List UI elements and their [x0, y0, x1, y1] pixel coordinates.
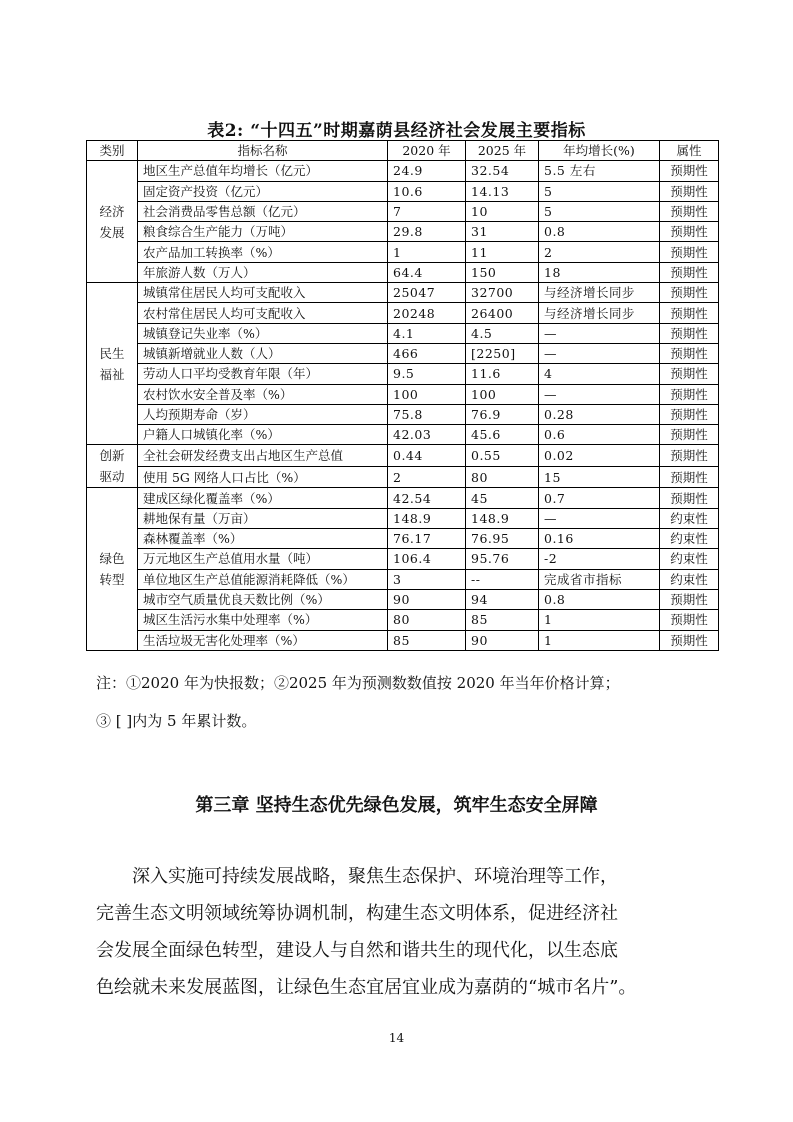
value-2020-cell: 100: [388, 384, 466, 404]
value-2020-cell: 29.8: [388, 222, 466, 242]
value-2020-cell: 42.03: [388, 425, 466, 445]
value-2025-cell: 45: [466, 488, 539, 508]
attribute-cell: 预期性: [660, 222, 719, 242]
indicator-name-cell: 城市空气质量优良天数比例（%）: [138, 589, 388, 609]
value-2025-cell: [2250]: [466, 343, 539, 363]
table-row: [87, 161, 719, 181]
growth-rate-cell: 与经济增长同步: [539, 283, 660, 303]
value-2025-cell: 100: [466, 384, 539, 404]
table-title: 表2: “十四五”时期嘉荫县经济社会发展主要指标: [207, 121, 586, 141]
growth-rate-cell: 18: [539, 262, 660, 282]
growth-rate-cell: 0.6: [539, 425, 660, 445]
table-row: [87, 425, 719, 445]
table-row: [87, 488, 719, 508]
value-2025-cell: 45.6: [466, 425, 539, 445]
table-row: [87, 283, 719, 303]
category-cell: 创新 驱动: [87, 445, 138, 488]
value-2025-cell: 148.9: [466, 508, 539, 528]
growth-rate-cell: 0.8: [539, 222, 660, 242]
indicator-name-cell: 粮食综合生产能力（万吨）: [138, 222, 388, 242]
value-2020-cell: 2: [388, 466, 466, 488]
attribute-cell: 预期性: [660, 610, 719, 630]
indicator-name-cell: 建成区绿化覆盖率（%）: [138, 488, 388, 508]
indicator-name-cell: 单位地区生产总值能源消耗降低（%）: [138, 569, 388, 589]
value-2025-cell: 90: [466, 630, 539, 650]
indicator-name-cell: 农村饮水安全普及率（%）: [138, 384, 388, 404]
attribute-cell: 预期性: [660, 242, 719, 262]
indicator-name-cell: 农产品加工转换率（%）: [138, 242, 388, 262]
table-row: [87, 549, 719, 569]
category-cell: 民生 福祉: [87, 283, 138, 445]
growth-rate-cell: 2: [539, 242, 660, 262]
table-row: [87, 466, 719, 488]
indicators-table: [86, 140, 719, 651]
value-2020-cell: 9.5: [388, 364, 466, 384]
value-2020-cell: 0.44: [388, 445, 466, 467]
indicator-name-cell: 城区生活污水集中处理率（%）: [138, 610, 388, 630]
value-2025-cell: 31: [466, 222, 539, 242]
table-row: [87, 445, 719, 467]
table-row: [87, 323, 719, 343]
table-note-1: 注：①2020 年为快报数；②2025 年为预测数数值按 2020 年当年价格计算；: [96, 674, 620, 692]
attribute-cell: 预期性: [660, 425, 719, 445]
paragraph-line: 深入实施可持续发展战略，聚焦生态保护、环境治理等工作，: [132, 866, 618, 887]
chapter-heading: 第三章 坚持生态优先绿色发展，筑牢生态安全屏障: [195, 795, 598, 816]
attribute-cell: 预期性: [660, 161, 719, 181]
value-2025-cell: 0.55: [466, 445, 539, 467]
growth-rate-cell: 15: [539, 466, 660, 488]
column-header: 2025 年: [466, 141, 539, 161]
attribute-cell: 预期性: [660, 364, 719, 384]
value-2025-cell: 14.13: [466, 181, 539, 201]
growth-rate-cell: 0.7: [539, 488, 660, 508]
growth-rate-cell: 0.02: [539, 445, 660, 467]
indicator-name-cell: 固定资产投资（亿元）: [138, 181, 388, 201]
indicator-name-cell: 年旅游人数（万人）: [138, 262, 388, 282]
indicator-name-cell: 耕地保有量（万亩）: [138, 508, 388, 528]
paragraph-line: 完善生态文明领域统筹协调机制，构建生态文明体系，促进经济社: [96, 903, 618, 924]
growth-rate-cell: 0.8: [539, 589, 660, 609]
column-header: 类别: [87, 141, 138, 161]
paragraph-line: 会发展全面绿色转型，建设人与自然和谐共生的现代化，以生态底: [96, 940, 618, 961]
indicator-name-cell: 城镇新增就业人数（人）: [138, 343, 388, 363]
value-2025-cell: 11: [466, 242, 539, 262]
indicator-name-cell: 全社会研发经费支出占地区生产总值: [138, 445, 388, 467]
value-2025-cell: 11.6: [466, 364, 539, 384]
table-row: [87, 384, 719, 404]
growth-rate-cell: —: [539, 384, 660, 404]
indicator-name-cell: 城镇登记失业率（%）: [138, 323, 388, 343]
indicator-name-cell: 人均预期寿命（岁）: [138, 404, 388, 424]
value-2020-cell: 20248: [388, 303, 466, 323]
table-row: [87, 630, 719, 650]
growth-rate-cell: 1: [539, 630, 660, 650]
table-row: [87, 589, 719, 609]
table-header-row: [87, 141, 719, 161]
indicator-name-cell: 劳动人口平均受教育年限（年）: [138, 364, 388, 384]
column-header: 年均增长(%): [539, 141, 660, 161]
value-2025-cell: 150: [466, 262, 539, 282]
growth-rate-cell: 与经济增长同步: [539, 303, 660, 323]
column-header: 2020 年: [388, 141, 466, 161]
attribute-cell: 预期性: [660, 201, 719, 221]
value-2020-cell: 3: [388, 569, 466, 589]
table-body: [87, 161, 719, 651]
table-note-2: ③ [ ]内为 5 年累计数。: [96, 712, 257, 730]
value-2025-cell: 10: [466, 201, 539, 221]
table-row: [87, 364, 719, 384]
attribute-cell: 预期性: [660, 630, 719, 650]
value-2025-cell: 95.76: [466, 549, 539, 569]
indicator-name-cell: 生活垃圾无害化处理率（%）: [138, 630, 388, 650]
value-2025-cell: 32700: [466, 283, 539, 303]
value-2020-cell: 64.4: [388, 262, 466, 282]
value-2020-cell: 106.4: [388, 549, 466, 569]
growth-rate-cell: 5.5 左右: [539, 161, 660, 181]
page-number: 14: [388, 1031, 405, 1045]
attribute-cell: 预期性: [660, 323, 719, 343]
value-2020-cell: 25047: [388, 283, 466, 303]
indicator-name-cell: 森林覆盖率（%）: [138, 529, 388, 549]
table-row: [87, 610, 719, 630]
indicator-name-cell: 城镇常住居民人均可支配收入: [138, 283, 388, 303]
value-2020-cell: 75.8: [388, 404, 466, 424]
indicator-name-cell: 社会消费品零售总额（亿元）: [138, 201, 388, 221]
attribute-cell: 预期性: [660, 404, 719, 424]
table-row: [87, 262, 719, 282]
paragraph-line: 色绘就未来发展蓝图，让绿色生态宜居宜业成为嘉荫的“城市名片”。: [96, 977, 637, 998]
growth-rate-cell: 4: [539, 364, 660, 384]
category-cell: 绿色 转型: [87, 488, 138, 650]
indicator-name-cell: 农村常住居民人均可支配收入: [138, 303, 388, 323]
table-row: [87, 242, 719, 262]
growth-rate-cell: 5: [539, 181, 660, 201]
value-2025-cell: 32.54: [466, 161, 539, 181]
attribute-cell: 预期性: [660, 384, 719, 404]
value-2020-cell: 90: [388, 589, 466, 609]
growth-rate-cell: 1: [539, 610, 660, 630]
value-2020-cell: 42.54: [388, 488, 466, 508]
attribute-cell: 预期性: [660, 445, 719, 467]
attribute-cell: 预期性: [660, 343, 719, 363]
table-row: [87, 529, 719, 549]
value-2025-cell: 94: [466, 589, 539, 609]
growth-rate-cell: 0.28: [539, 404, 660, 424]
value-2025-cell: 4.5: [466, 323, 539, 343]
indicator-name-cell: 使用 5G 网络人口占比（%）: [138, 466, 388, 488]
indicator-name-cell: 万元地区生产总值用水量（吨）: [138, 549, 388, 569]
table-row: [87, 201, 719, 221]
value-2020-cell: 4.1: [388, 323, 466, 343]
category-cell: 经济 发展: [87, 161, 138, 283]
table-row: [87, 508, 719, 528]
value-2025-cell: 85: [466, 610, 539, 630]
table-row: [87, 303, 719, 323]
attribute-cell: 预期性: [660, 589, 719, 609]
table-row: [87, 569, 719, 589]
growth-rate-cell: —: [539, 343, 660, 363]
value-2025-cell: 76.95: [466, 529, 539, 549]
table-row: [87, 343, 719, 363]
body-paragraph: [96, 858, 696, 1006]
column-header: 指标名称: [138, 141, 388, 161]
column-header: 属性: [660, 141, 719, 161]
value-2020-cell: 80: [388, 610, 466, 630]
growth-rate-cell: 0.16: [539, 529, 660, 549]
attribute-cell: 约束性: [660, 529, 719, 549]
indicator-name-cell: 户籍人口城镇化率（%）: [138, 425, 388, 445]
value-2025-cell: 76.9: [466, 404, 539, 424]
attribute-cell: 约束性: [660, 569, 719, 589]
value-2025-cell: 26400: [466, 303, 539, 323]
value-2025-cell: --: [466, 569, 539, 589]
growth-rate-cell: —: [539, 508, 660, 528]
growth-rate-cell: 5: [539, 201, 660, 221]
attribute-cell: 预期性: [660, 283, 719, 303]
attribute-cell: 约束性: [660, 508, 719, 528]
value-2020-cell: 1: [388, 242, 466, 262]
indicator-name-cell: 地区生产总值年均增长（亿元）: [138, 161, 388, 181]
value-2020-cell: 7: [388, 201, 466, 221]
value-2020-cell: 24.9: [388, 161, 466, 181]
growth-rate-cell: -2: [539, 549, 660, 569]
table-row: [87, 222, 719, 242]
table-row: [87, 181, 719, 201]
value-2020-cell: 76.17: [388, 529, 466, 549]
attribute-cell: 预期性: [660, 488, 719, 508]
value-2020-cell: 85: [388, 630, 466, 650]
attribute-cell: 预期性: [660, 181, 719, 201]
value-2025-cell: 80: [466, 466, 539, 488]
growth-rate-cell: 完成省市指标: [539, 569, 660, 589]
attribute-cell: 预期性: [660, 303, 719, 323]
table-row: [87, 404, 719, 424]
attribute-cell: 预期性: [660, 466, 719, 488]
attribute-cell: 约束性: [660, 549, 719, 569]
value-2020-cell: 10.6: [388, 181, 466, 201]
growth-rate-cell: —: [539, 323, 660, 343]
attribute-cell: 预期性: [660, 262, 719, 282]
value-2020-cell: 148.9: [388, 508, 466, 528]
value-2020-cell: 466: [388, 343, 466, 363]
